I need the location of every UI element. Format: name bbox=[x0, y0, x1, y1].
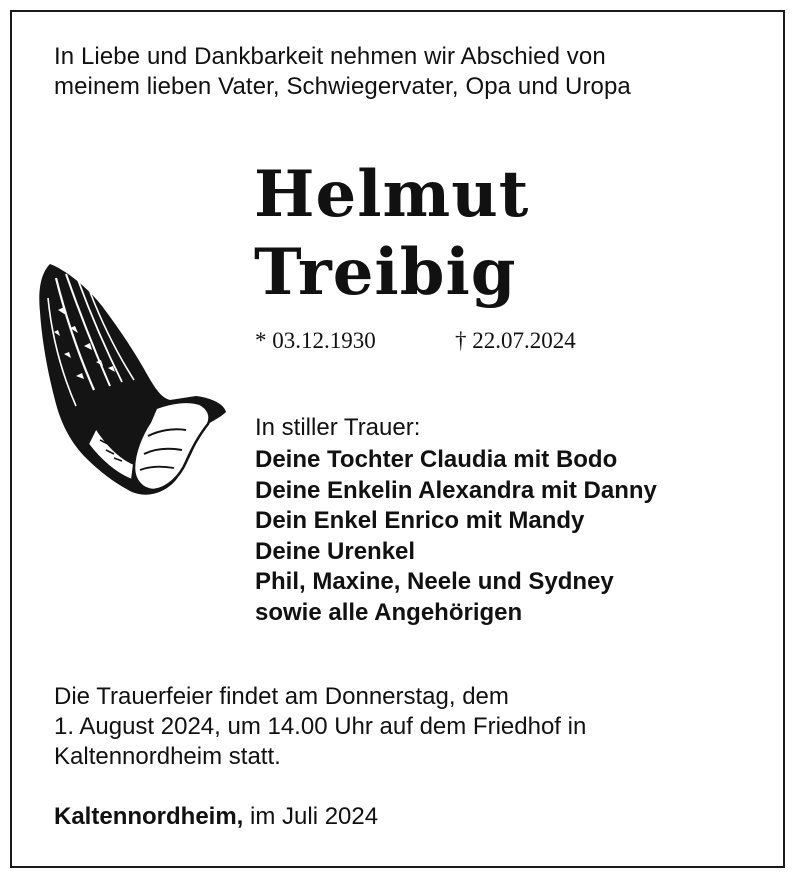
mourner-line-3: Dein Enkel Enrico mit Mandy bbox=[255, 507, 585, 534]
ceremony-text bbox=[54, 682, 694, 772]
mourners-list bbox=[255, 445, 775, 628]
death-date: † 22.07.2024 bbox=[455, 328, 576, 353]
mourner-line-6: sowie alle Angehörigen bbox=[255, 598, 523, 626]
praying-hands-icon bbox=[36, 258, 230, 500]
ceremony-line-2: 1. August 2024, um 14.00 Uhr auf dem Friedhof in bbox=[54, 713, 587, 740]
mourner-line-4: Deine Urenkel bbox=[255, 537, 416, 565]
ceremony-line-1: Die Trauerfeier findet am Donnerstag, dem bbox=[54, 683, 509, 710]
mourning-intro: In stiller Trauer: bbox=[255, 414, 421, 441]
intro-line-1: In Liebe und Dankbarkeit nehmen wir Abschied von bbox=[54, 43, 606, 70]
mourner-line-2: Deine Enkelin Alexandra mit Danny bbox=[255, 476, 657, 504]
ceremony-line-3: Kaltennordheim statt. bbox=[54, 743, 281, 770]
signoff-place: Kaltennordheim, bbox=[54, 803, 244, 830]
intro-text bbox=[54, 42, 774, 102]
deceased-first-name: Helmut bbox=[254, 157, 530, 232]
deceased-last-name: Treibig bbox=[254, 235, 517, 310]
mourner-line-1: Deine Tochter Claudia mit Bodo bbox=[255, 446, 618, 473]
birth-date: * 03.12.1930 bbox=[255, 328, 376, 353]
mourner-line-5: Phil, Maxine, Neele und Sydney bbox=[255, 568, 614, 595]
intro-line-2: meinem lieben Vater, Schwiegervater, Opa und Uropa bbox=[54, 73, 631, 100]
signoff bbox=[54, 802, 378, 832]
signoff-date: im Juli 2024 bbox=[250, 803, 379, 830]
